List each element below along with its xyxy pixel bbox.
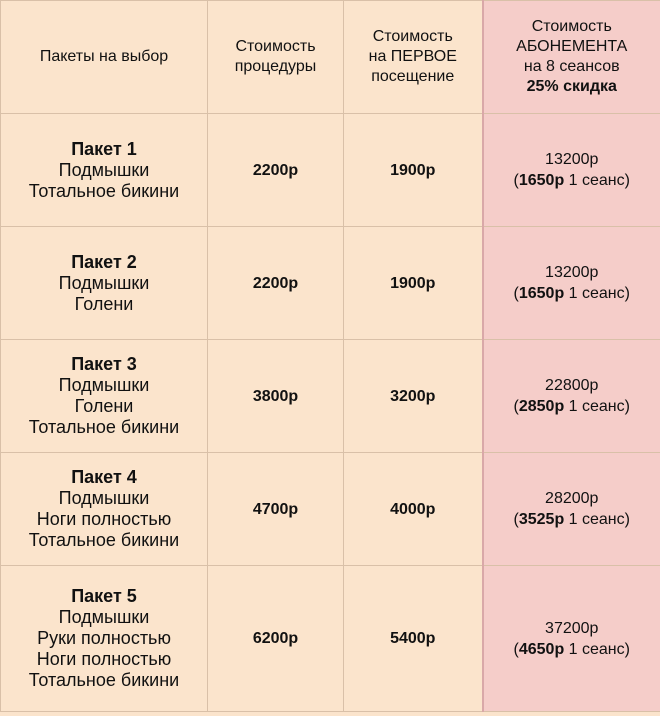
per-session-line [488,283,657,304]
package-item: Подмышки [58,159,150,180]
table-row [1,453,660,566]
package-title: Пакет 5 [71,586,137,606]
first-visit-price: 4000р [344,453,483,566]
package-item: Подмышки [58,272,150,293]
per-session-rest: 1 сеанс) [564,640,630,658]
header-procedure-price [208,1,344,114]
table-row [1,227,660,340]
header-first-visit [344,1,483,114]
per-session-price: 4650р [518,640,565,658]
per-session-rest: 1 сеанс) [564,398,630,415]
per-session-line [488,396,657,417]
per-session-price: 3525р [518,511,565,528]
table-row [1,340,660,453]
procedure-price: 3800р [208,340,344,453]
header-first-visit-line2: на ПЕРВОЕ [368,48,457,65]
per-session-price: 1650р [518,172,565,189]
per-session-rest: 1 сеанс) [564,172,630,189]
subscription-cell [483,227,660,340]
header-subscription [483,1,660,114]
package-item: Ноги полностью [36,649,172,669]
package-item: Голени [74,396,134,416]
per-session-line [488,509,657,530]
header-packages-label: Пакеты на выбор [39,48,169,65]
package-item: Тотальное бикини [28,530,180,550]
subscription-cell [483,114,660,227]
first-visit-price: 3200р [344,340,483,453]
header-first-visit-line3: посещение [371,68,455,85]
first-visit-price: 1900р [344,227,483,340]
package-item: Подмышки [58,375,150,395]
table-row [1,114,660,227]
header-subscription-discount: 25% скидка [526,78,617,95]
package-item: Ноги полностью [36,509,172,529]
subscription-cell [483,566,660,712]
package-title: Пакет 1 [71,138,137,159]
subscription-total: 13200р [545,264,599,281]
package-cell [1,340,208,453]
per-session-price: 2850р [518,398,565,415]
procedure-price: 2200р [208,227,344,340]
package-title: Пакет 3 [71,354,137,374]
procedure-price: 2200р [208,114,344,227]
header-procedure-price-line1: Стоимость [235,38,316,55]
package-cell [1,566,208,712]
table-row [1,566,660,712]
header-procedure-price-line2: процедуры [234,58,317,75]
subscription-total: 37200р [545,619,599,637]
header-row [1,1,660,114]
first-visit-price: 1900р [344,114,483,227]
per-session-open: ( [513,285,519,302]
subscription-total: 28200р [545,490,599,507]
package-cell [1,453,208,566]
per-session-line [488,170,657,191]
header-subscription-line3: на 8 сеансов [523,58,620,75]
package-item: Подмышки [58,607,150,627]
subscription-cell [483,453,660,566]
header-subscription-line1: Стоимость [531,18,612,35]
package-item: Руки полностью [37,628,171,648]
procedure-price: 4700р [208,453,344,566]
package-title: Пакет 4 [71,467,137,487]
per-session-rest: 1 сеанс) [564,285,630,302]
header-subscription-line2: АБОНЕМЕНТА [516,38,628,55]
package-item: Голени [74,293,134,314]
subscription-total: 13200р [545,151,599,168]
package-item: Тотальное бикини [28,670,180,690]
package-item: Тотальное бикини [28,180,180,201]
subscription-total: 22800р [545,377,599,394]
per-session-rest: 1 сеанс) [564,511,630,528]
per-session-price: 1650р [518,285,565,302]
per-session-open: ( [513,172,519,189]
package-title: Пакет 2 [71,251,137,272]
per-session-line [488,639,657,660]
per-session-open: ( [513,398,519,415]
first-visit-price: 5400р [344,566,483,712]
procedure-price: 6200р [208,566,344,712]
package-cell [1,114,208,227]
per-session-open: ( [513,511,519,528]
package-item: Подмышки [58,488,150,508]
package-cell [1,227,208,340]
header-packages [1,1,208,114]
subscription-cell [483,340,660,453]
per-session-open: ( [513,640,519,658]
header-first-visit-line1: Стоимость [372,28,453,45]
package-item: Тотальное бикини [28,417,180,437]
